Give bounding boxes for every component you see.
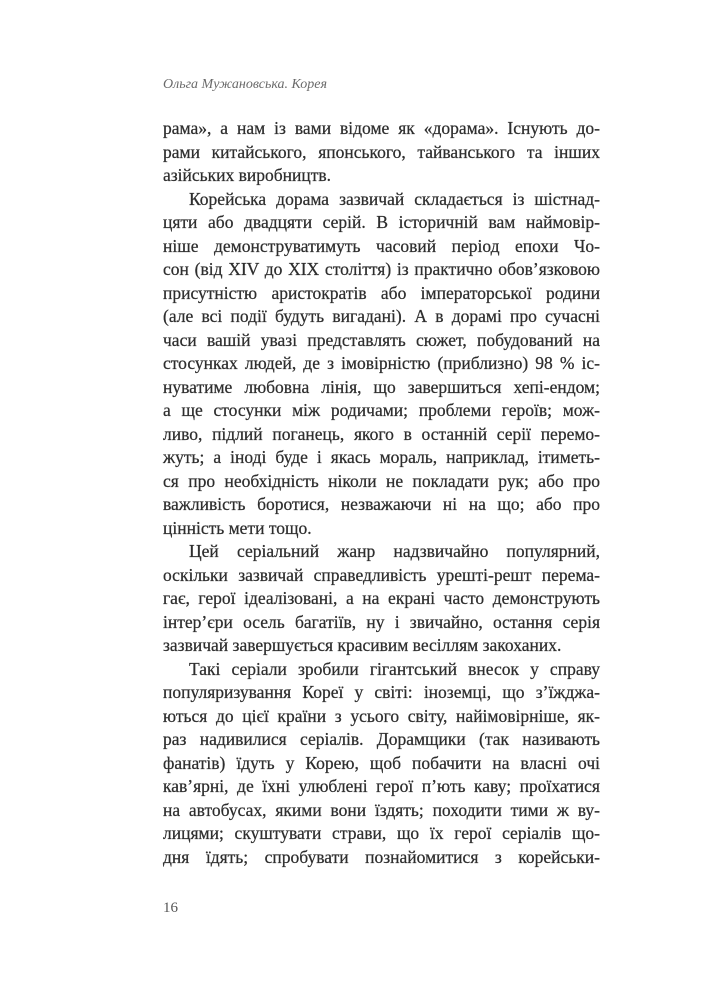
text-line: Такі серіали зробили гігантський внесок у справу — [189, 658, 600, 679]
text-line: цяти або двадцяти серій. В історичній вам наймовір- — [163, 212, 600, 232]
text-line: оскільки зазвичай справедливість урешті-решт перема- — [163, 564, 600, 585]
text-line: ливо, підлий поганець, якого в останній серії перемо- — [163, 423, 600, 444]
text-line: (але всі події будуть вигадані). А в дорамі про сучасні — [163, 306, 600, 326]
text-line: сон (від XIV до XIX століття) із практично обов’язковою — [163, 259, 600, 279]
running-header: Ольга Мужановська. Корея — [163, 77, 328, 92]
text-line: жуть; а іноді буде і якась мораль, наприклад, ітиметь- — [163, 447, 600, 467]
text-line: присутністю аристократів або імператорської родини — [163, 282, 600, 303]
text-line: дня їдять; спробувати познайомитися з корейськи- — [163, 846, 600, 867]
text-line: лицями; скуштувати страви, що їх герої серіалів що- — [163, 823, 600, 843]
text-line: важливість боротися, незважаючи ні на що; або про — [163, 494, 600, 514]
text-line: раз надивилися серіалів. Дорамщики (так називають — [163, 729, 600, 749]
text-line: інтер’єри осель багатіїв, ну і звичайно, остання серія — [163, 611, 600, 632]
text-line: фанатів) їдуть у Корею, щоб побачити на власні очі — [163, 752, 600, 773]
text-line: ся про необхідність ніколи не покладати рук; або про — [163, 470, 600, 491]
page-body-text — [163, 117, 600, 869]
text-line: часи вашій увазі представлять сюжет, побудований на — [163, 329, 600, 350]
text-line: кав’ярні, де їхні улюблені герої п’ють каву; проїхатися — [163, 776, 600, 796]
text-line: рама», а нам із вами відоме як «дорама». Існують до- — [163, 118, 600, 138]
text-line: популяризування Кореї у світі: іноземці, що з’їжджа- — [163, 682, 600, 702]
text-line: ються до цієї країни з усього світу, найімовірніше, як- — [163, 705, 600, 726]
text-line: азійських виробництв. — [163, 165, 332, 185]
text-line: рами китайського, японського, тайванського та інших — [163, 141, 600, 162]
text-line: зазвичай завершується красивим весіллям закоханих. — [163, 635, 562, 655]
text-line: на автобусах, якими вони їздять; походити тими ж ву- — [163, 799, 600, 820]
text-line: цінність мети тощо. — [163, 517, 312, 538]
text-line: Цей серіальний жанр надзвичайно популярний, — [189, 541, 600, 561]
text-line: Корейська дорама зазвичай складається із шістнад- — [189, 188, 600, 209]
text-line: ніше демонструватимуть часовий період епохи Чо- — [163, 235, 600, 256]
text-line: стосунках людей, де з імовірністю (приблизно) 98 % іс- — [163, 353, 600, 373]
text-line: нуватиме любовна лінія, що завершиться хепі-ендом; — [163, 376, 600, 397]
text-line: гає, герої ідеалізовані, а на екрані часто демонструють — [163, 588, 600, 608]
page-number: 16 — [163, 900, 178, 916]
text-line: а ще стосунки між родичами; проблеми героїв; мож- — [163, 400, 600, 420]
